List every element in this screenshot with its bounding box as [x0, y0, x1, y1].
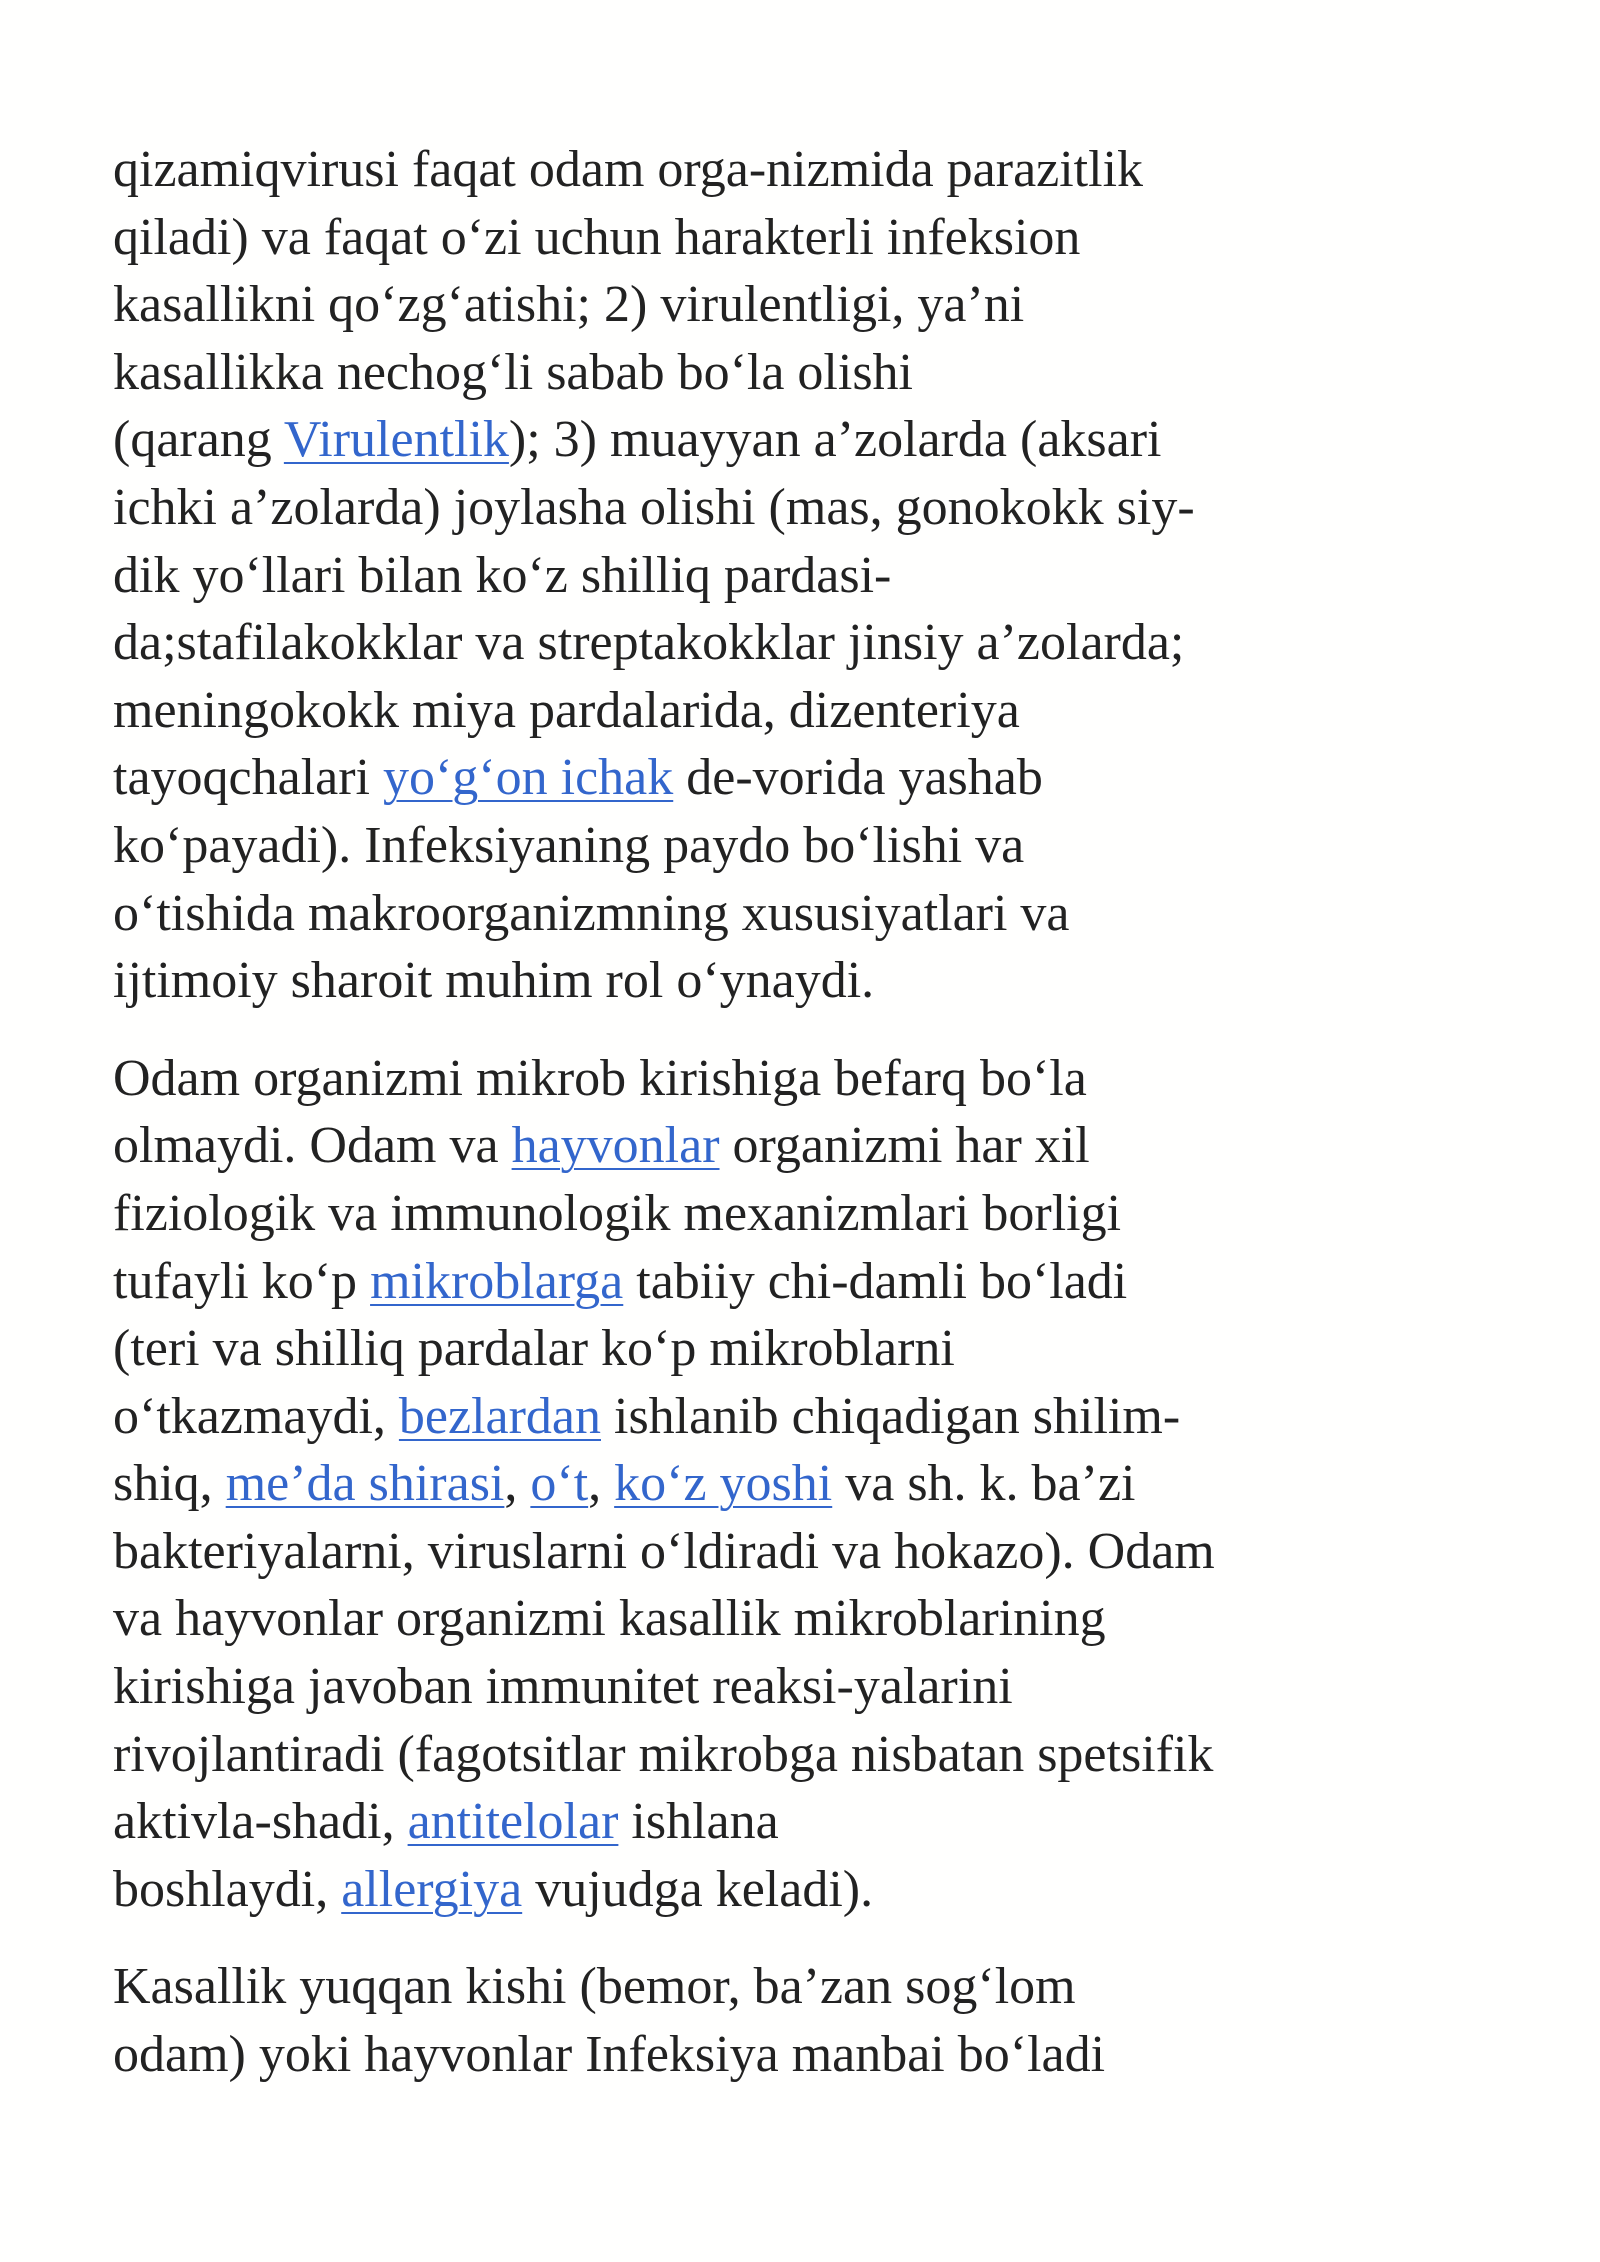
text-line	[113, 1045, 1413, 1113]
text-segment: ); 3) muayyan a’zolarda (aksari	[508, 411, 1162, 469]
text-segment: kirishiga javoban immunitet reaksi-yalarini	[113, 1658, 1013, 1716]
text-segment: (teri va shilliq pardalar ko‘p mikroblarni	[113, 1320, 955, 1378]
text-segment: organizmi har xil	[719, 1117, 1090, 1175]
text-line	[113, 204, 1413, 272]
text-line	[113, 1585, 1413, 1653]
text-segment: rivojlantiradi (fagotsitlar mikrobga nisbatan spetsifik	[113, 1725, 1214, 1783]
text-segment: tabiiy chi-damli bo‘ladi	[623, 1252, 1128, 1310]
text-segment: vujudga keladi).	[522, 1860, 874, 1918]
text-segment: kasallikni qo‘zg‘atishi; 2) virulentligi, ya’ni	[113, 276, 1025, 334]
paragraph-1	[113, 136, 1413, 1015]
text-segment: tufayli ko‘p	[113, 1252, 371, 1310]
text-line	[113, 677, 1413, 745]
text-segment: de-vorida yashab	[673, 749, 1043, 807]
paragraph-2	[113, 1045, 1413, 1924]
text-segment: (qarang	[113, 411, 284, 469]
text-line	[113, 947, 1413, 1015]
link-hayvonlar[interactable]: hayvonlar	[511, 1117, 720, 1175]
text-line	[113, 271, 1413, 339]
text-segment: olmaydi. Odam va	[113, 1117, 512, 1175]
text-segment: dik yo‘llari bilan ko‘z shilliq pardasi-	[113, 546, 892, 604]
text-segment: ishlana	[618, 1793, 779, 1851]
text-segment: ,	[588, 1455, 615, 1513]
text-line	[113, 339, 1413, 407]
text-segment: va sh. k. ba’zi	[832, 1455, 1136, 1513]
text-line	[113, 1856, 1413, 1924]
document-body	[113, 136, 1413, 2119]
link-antitelolar[interactable]: antitelolar	[407, 1793, 619, 1851]
text-line	[113, 1653, 1413, 1721]
text-line	[113, 1315, 1413, 1383]
text-line	[113, 880, 1413, 948]
text-line	[113, 136, 1413, 204]
text-segment: Odam organizmi mikrob kirishiga befarq bo‘la	[113, 1049, 1087, 1107]
paragraph-3	[113, 1953, 1413, 2088]
link-allergiya[interactable]: allergiya	[341, 1860, 523, 1918]
text-segment: ishlanib chiqadigan shilim-	[601, 1387, 1181, 1445]
link-meda-shirasi[interactable]: me’da shirasi	[225, 1455, 505, 1513]
text-line	[113, 1721, 1413, 1789]
text-line	[113, 1450, 1413, 1518]
text-line	[113, 1383, 1413, 1451]
text-line	[113, 1518, 1413, 1586]
text-segment: qiladi) va faqat o‘zi uchun harakterli infeksion	[113, 208, 1081, 266]
link-virulentlik[interactable]: Virulentlik	[283, 411, 509, 469]
text-segment: da;stafilakokklar va streptakokklar jinsiy a’zolarda;	[113, 614, 1185, 672]
text-segment: qizamiqvirusi faqat odam orga-nizmida parazitlik	[113, 141, 1144, 198]
text-segment: kasallikka nechog‘li sabab bo‘la olishi	[113, 343, 914, 401]
text-segment: Kasallik yuqqan kishi (bemor, ba’zan sog‘lom	[113, 1958, 1076, 2016]
text-segment: bakteriyalarni, viruslarni o‘ldiradi va hokazo). Odam	[113, 1522, 1215, 1580]
text-line	[113, 1788, 1413, 1856]
text-line	[113, 744, 1413, 812]
text-line	[113, 1248, 1413, 1316]
text-line	[113, 609, 1413, 677]
text-segment: va hayvonlar organizmi kasallik mikroblarining	[113, 1590, 1106, 1648]
text-segment: o‘tishida makroorganizmning xususiyatlari va	[113, 884, 1070, 942]
text-line	[113, 812, 1413, 880]
text-segment: boshlaydi,	[113, 1860, 342, 1918]
text-segment: meningokokk miya pardalarida, dizenteriya	[113, 681, 1020, 739]
text-segment: shiq,	[113, 1455, 226, 1513]
text-line	[113, 2021, 1413, 2089]
text-segment: ,	[504, 1455, 531, 1513]
text-segment: ichki a’zolarda) joylasha olishi (mas, gonokokk siy-	[113, 478, 1195, 536]
text-segment: tayoqchalari	[113, 749, 383, 807]
text-segment: aktivla-shadi,	[113, 1793, 408, 1851]
text-line	[113, 1180, 1413, 1248]
text-segment: ijtimoiy sharoit muhim rol o‘ynaydi.	[113, 952, 875, 1010]
link-ot[interactable]: o‘t	[530, 1455, 589, 1513]
text-segment: o‘tkazmaydi,	[113, 1387, 399, 1445]
link-mikroblarga[interactable]: mikroblarga	[370, 1252, 624, 1310]
text-line	[113, 406, 1413, 474]
link-bezlardan[interactable]: bezlardan	[398, 1387, 601, 1445]
text-segment: odam) yoki hayvonlar Infeksiya manbai bo‘ladi	[113, 2026, 1106, 2084]
text-line	[113, 474, 1413, 542]
text-line	[113, 1953, 1413, 2021]
link-yogon-ichak[interactable]: yo‘g‘on ichak	[382, 749, 674, 807]
text-segment: ko‘payadi). Infeksiyaning paydo bo‘lishi va	[113, 816, 1025, 874]
link-koz-yoshi[interactable]: ko‘z yoshi	[614, 1455, 833, 1513]
text-line	[113, 542, 1413, 610]
text-line	[113, 1112, 1413, 1180]
text-segment: fiziologik va immunologik mexanizmlari borligi	[113, 1184, 1122, 1242]
